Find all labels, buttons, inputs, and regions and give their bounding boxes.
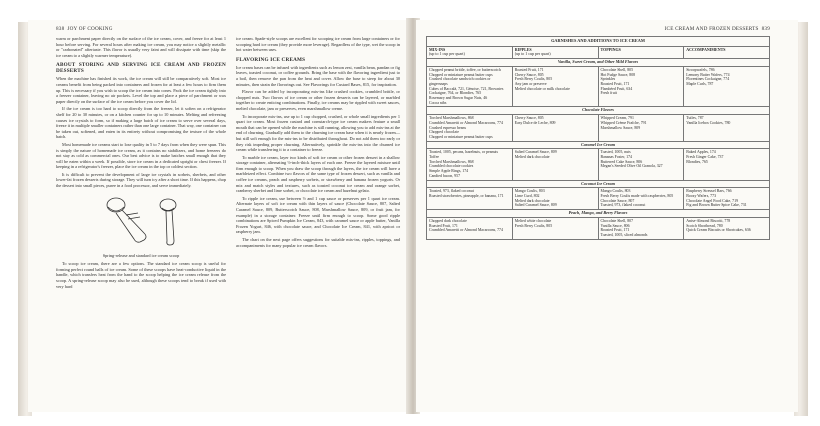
paragraph: It is difficult to prevent the development of large ice crystals in sorbets, sherbets, and other lower-fat frozen desserts during storage. They will turn icy after a short time. If this happens, chop the dessert into small pieces, puree in a food processor, and serve immediately. bbox=[56, 171, 226, 189]
cell-item: Chopped or miniature peanut butter cups bbox=[429, 134, 493, 139]
table-row bbox=[427, 188, 770, 210]
running-head-right bbox=[426, 26, 770, 32]
table-header-row bbox=[427, 46, 770, 58]
section-title: Peach, Mango, and Berry Flavors bbox=[427, 210, 770, 218]
cell-item: Chopped chocolate bbox=[429, 130, 459, 135]
cell-item: Megan's Seeded Olive Oil Granola, 327 bbox=[600, 164, 663, 169]
scoop-icon bbox=[56, 193, 226, 251]
cell-item: Any jam or preserve bbox=[514, 81, 547, 86]
cell-item: Fresh Berry Coulis made with raspberries, 805 bbox=[600, 193, 674, 198]
figure-caption: Spring-release and standard ice cream scoop bbox=[102, 252, 180, 258]
table-cell bbox=[512, 66, 598, 107]
cell-item: Maple Curls, 787 bbox=[686, 81, 714, 86]
cell-item: Cubes of Baccalà, 721, Génoise, 721, Brownies Cockaigne, 764, or Blondies, 765 bbox=[429, 86, 504, 96]
column-header-note: (up to 1 cup per quart) bbox=[514, 51, 551, 57]
cell-item: Whipped Cream, 791 bbox=[600, 116, 634, 121]
cell-item: Crumbled chocolate cookies bbox=[429, 164, 474, 169]
section-row bbox=[427, 141, 770, 149]
cell-item: Blondies, 765 bbox=[686, 159, 708, 164]
cell-item: Toasted, 973, flaked coconut bbox=[600, 203, 646, 208]
cell-item: Melted dark chocolate bbox=[514, 155, 550, 160]
cell-item: Roasted Fruit, 171 bbox=[429, 223, 458, 228]
section-title: Chocolate Flavors bbox=[427, 107, 770, 115]
table-title: GARNISHES AND ADDITIONS TO ICE CREAM bbox=[427, 37, 770, 47]
cell-item: Flambéed Fruit, 634 bbox=[600, 86, 633, 91]
paragraph: To incorporate mix-ins, use up to 1 cup chopped, crushed, or whole small ingredients per 1 quart ice cream. Most frozen custard and cornstarch-type ice cream makers feature a small mouth that can be opened while the machine is still running, allowing you to add mix-ins at the end of churning. Gradually add them to the churning ice cream base when it is nearly frozen—but still soft enough for the mix-ins to be distributed throughout. Do not add them too early or they risk impeding proper churning. Alternatively, sprinkle the mix-ins into the churned ice cream while transferring it to a container to freeze. bbox=[236, 113, 400, 153]
cell-item: Butterred Cake Sauce, 806 bbox=[600, 159, 643, 164]
section-row bbox=[427, 210, 770, 218]
cell-item: Tuiles, 787 bbox=[686, 116, 704, 121]
cell-item: Easy Dulce de Leche, 809 bbox=[514, 120, 556, 125]
cell-item: Cocoa nibs bbox=[429, 100, 447, 105]
open-book bbox=[18, 14, 808, 414]
cell-item: Lemony Butter Wafers, 774 bbox=[686, 72, 730, 77]
table-cell bbox=[512, 217, 598, 239]
column-header-name: ACCOMPANIMENTS bbox=[686, 46, 726, 52]
paragraph: When the machine has finished its work, the ice cream will still be comparatively soft. Most ice creams benefit from being packed into containers and frozen for at least a few hours to firm them up. This is necessary if you wish to scoop the ice cream into cones. Pack the ice cream tightly into a freezer container, leaving no air pockets. Level the top and place a piece of parchment or wax paper directly on the surface of the ice cream before you cover the lid. bbox=[56, 76, 226, 104]
cell-item: Crumbled Amaretti or Almond Macaroons, 774 bbox=[429, 120, 503, 125]
cell-item: Chopped dark chocolate bbox=[429, 218, 467, 223]
cell-item: Cherry Sauce, 805 bbox=[514, 116, 544, 121]
cell-item: Fresh Ginger Cake, 737 bbox=[686, 155, 724, 160]
cell-item: Roasted strawberries, pineapple, or banana, 171 bbox=[429, 193, 504, 198]
column-header bbox=[684, 46, 770, 58]
cell-item: Fig and Brown Butter Spice Cake, 731 bbox=[686, 203, 747, 208]
table-cell bbox=[427, 115, 513, 142]
cell-item: Vanilla Icebox Cookies, 780 bbox=[686, 120, 731, 125]
cell-item: Stroopwafels, 786 bbox=[686, 67, 715, 72]
table-cell bbox=[684, 188, 770, 210]
cell-item: Salted Caramel Sauce, 809 bbox=[514, 150, 557, 155]
table-cell bbox=[684, 149, 770, 180]
table-cell bbox=[598, 115, 684, 142]
paragraph: If the ice cream is too hard to scoop directly from the freezer, let it soften on a refrigerator shelf for 20 to 30 minutes, or on a kitchen counter for up to 10 minutes. Melting and refreezing causes ice crystals to form, so if making a large batch of ice cream to serve over several days, freeze it in multiple smaller containers rather than one large container. That way, one container can be taken out, softened, and eaten in its entirety without compromising the texture of the whole batch. bbox=[56, 106, 226, 140]
cell-item: Vanilla Sauce, 806 bbox=[600, 223, 630, 228]
table-cell bbox=[427, 188, 513, 210]
right-page bbox=[416, 20, 798, 412]
table-cell bbox=[598, 217, 684, 239]
paragraph: Ice cream bases can be infused with ingredients such as lemon zest, vanilla bean, pandan or fig leaves, toasted coconut, or coffee grounds. Bring the base with the flavoring ingredient just to a boil, then remove the pan from the heat and cover. Allow the base to steep for about 30 minutes, then strain the flavorings out. See Flavorings for Custard Bases, 815, for inspiration. bbox=[236, 64, 400, 87]
cell-item: Simple Apple Rings, 174 bbox=[429, 169, 469, 174]
table-row bbox=[427, 217, 770, 239]
table-row bbox=[427, 66, 770, 107]
cell-item: Melted dark chocolate bbox=[514, 198, 550, 203]
left-page bbox=[28, 20, 410, 412]
section-title: Caramel Ice Cream bbox=[427, 141, 770, 149]
table-cell bbox=[512, 149, 598, 180]
paragraph: Flavor can be added by incorporating mix-ins like crushed cookies, crumbled brittle, or chopped nuts. Two flavors of ice cream or other frozen desserts can be layered, or marbled together to create enticing combinations. Finally, ice creams may be rippled with sweet sauces, melted chocolate, jam or preserves, even marshmallow creme. bbox=[236, 89, 400, 111]
column-header-name: RIPPLES bbox=[514, 46, 532, 52]
page-number: 839 bbox=[761, 26, 770, 32]
cell-item: Baked Apples, 174 bbox=[686, 150, 716, 155]
cell-item: Melted white chocolate bbox=[514, 218, 552, 223]
cell-item: Toasted, 1005, pecans, hazelnuts, or peanuts bbox=[429, 150, 498, 155]
table-cell bbox=[512, 188, 598, 210]
paragraph: ice cream. Spade-style scoops are excellent for scooping ice cream from large containers or for scooping hard ice cream (they provide more leverage). Regardless of the type, wet the scoop in hot water between uses. bbox=[236, 36, 400, 53]
cell-item: Crushed espresso beans bbox=[429, 125, 466, 130]
ice-cream-scoop-illustration bbox=[56, 193, 226, 251]
cell-item: Raspberry Streusel Bars, 766 bbox=[686, 189, 732, 194]
paragraph: To scoop ice cream, there are a few options. The standard ice cream scoop is useful for forming perfect round balls of ice cream. Some of these scoops have heat-conductive liquid in the handle, which transfers heat from the hand to the scoop helping the ice cream release from the scoop. A spring-release scoop may also be used, although these scoops tend to break if used with very hard bbox=[56, 261, 226, 289]
paragraph: To ripple ice cream, use between ½ and 1 cup sauce or preserves per 1 quart ice cream. Alternate layers of soft ice cream with thin layers of sauce (Chocolate Sauce, 807, Salted Caramel Sauce, 809, Butterscotch Sauce, 808, Marshmallow Sauce, 809, or fruit jam, for example) in a storage container. Freeze until firm enough to scoop. Some good ripple combinations are Spiced Pumpkin Ice Cream, 843, with caramel sauce or apple butter, Vanilla Frozen Yogurt, 846, with chocolate sauce, and Chocolate Ice Cream, 841, with apricot or raspberry jam. bbox=[236, 195, 400, 235]
section-heading: FLAVORING ICE CREAMS bbox=[236, 56, 306, 63]
cell-item: Roasted Fruit, 171 bbox=[600, 81, 630, 86]
column-header-name: TOPPINGS bbox=[600, 46, 621, 52]
cell-item: Toasted, 1005, sliced almonds bbox=[600, 232, 648, 237]
table-cell bbox=[598, 149, 684, 180]
column-header-note: (up to 1 cup per quart) bbox=[429, 51, 465, 57]
column-header-name: MIX-INS bbox=[429, 46, 446, 52]
cell-item: Toasted, 973, flaked coconut bbox=[429, 189, 474, 194]
page-number: 838 bbox=[56, 26, 65, 32]
cell-item: Mango Coulis, 803 bbox=[600, 189, 631, 194]
column-header bbox=[512, 46, 598, 58]
table-row bbox=[427, 149, 770, 180]
text-column-2 bbox=[236, 36, 400, 291]
table-cell bbox=[512, 115, 598, 142]
table-cell bbox=[598, 188, 684, 210]
paragraph: warm or parchment paper directly on the surface of the ice cream, cover, and freeze for at least 1 hour before serving. For several hours after making ice cream, you may notice a slightly metallic or "carbonated" aftertaste. This flavor is usually very faint and will dissipate with time (skip the ice cream to a slightly warmer temperature). bbox=[56, 36, 226, 58]
cell-item: Chocolate Angel Food Cake, 719 bbox=[686, 198, 739, 203]
cell-item: Cherry Sauce, 805 bbox=[514, 72, 544, 77]
cell-item: Melted chocolate or milk chocolate bbox=[514, 86, 570, 91]
table-cell bbox=[684, 115, 770, 142]
table-cell bbox=[598, 66, 684, 107]
cell-item: Chocolate Sauce, 807 bbox=[600, 198, 635, 203]
paragraph: The chart on the next page offers suggestions for suitable mix-ins, ripples, toppings, and accompaniments for many popular ice cream flavors. bbox=[236, 237, 400, 248]
section-heading: ABOUT STORING AND SERVING ICE CREAM AND FROZEN DESSERTS bbox=[56, 62, 226, 75]
cell-item: Quick Cream Biscuits or Shortcakes, 636 bbox=[686, 228, 751, 233]
column-header bbox=[427, 46, 513, 58]
cell-item: Lime Curd, 802 bbox=[514, 193, 540, 198]
cell-item: Marshmallow Sauce, 809 bbox=[600, 125, 641, 130]
cell-item: Toasted, 1005, nuts bbox=[600, 150, 631, 155]
cell-item: Mango Coulis, 803 bbox=[514, 189, 545, 194]
cell-item: Fresh Berry Coulis, 805 bbox=[514, 223, 553, 228]
cell-item: Crumbled Amaretti or Almond Macaroons, 774 bbox=[429, 228, 503, 233]
cell-item: Boozy Wafers, 773 bbox=[686, 193, 717, 198]
table-body bbox=[427, 59, 770, 240]
cell-item: Fresh fruit bbox=[600, 91, 617, 96]
cell-item: Salted Caramel Sauce, 809 bbox=[514, 203, 557, 208]
text-column-1 bbox=[56, 36, 226, 291]
cell-item: Whipped Crème Fraîche, 791 bbox=[600, 120, 647, 125]
table-cell bbox=[427, 217, 513, 239]
cell-item: Chopped peanut brittle, toffee, or butterscotch bbox=[429, 67, 501, 72]
cell-item: Roasted Fruit, 171 bbox=[514, 67, 544, 72]
paragraph: Most homemade ice creams start to lose quality in 5 to 7 days from when they were spun. This is simply the nature of homemade ice cream, as it contains no stabilizers, and home freezers do not stay as cold as commercial ones. Our best advice is to make batches small enough that they will be eaten within a week. If possible, store ice cream in a dedicated upright or chest freezer. If keeping in a refrigerator's freezer, place the ice cream in the top or coldest section. bbox=[56, 141, 226, 170]
table-cell bbox=[684, 66, 770, 107]
cell-item: Chopped or miniature peanut butter cups bbox=[429, 72, 493, 77]
cell-item: Torched Marshmallows, 868 bbox=[429, 159, 474, 164]
cell-item: Anise-Almond Biscotti, 778 bbox=[686, 218, 731, 223]
table-cell bbox=[427, 149, 513, 180]
column-header bbox=[598, 46, 684, 58]
running-head-title: JOY OF COOKING bbox=[67, 26, 113, 32]
garnish-table bbox=[426, 36, 770, 240]
cell-item: Toffee bbox=[429, 155, 440, 160]
running-head-left bbox=[56, 26, 400, 32]
paragraph: To marble ice cream, layer two kinds of soft ice cream or other frozen dessert in a shallow storage container, alternating ½-inch-thick layers of each one. Freeze the layered mixture until firm enough to scoop. When you draw the scoop through the layers, the ice cream will have a marbleized effect. Combine two flavors of the same type of frozen dessert, such as vanilla and coffee ice creams, peach and raspberry sorbets, or strawberry and banana frozen yogurts. Or mix and match styles and textures, such as toasted coconut ice cream and orange sorbet, cranberry sherbet and lime sorbet, or chocolate ice cream and hazelnut gelato. bbox=[236, 154, 400, 194]
cell-item: Chocolate Shell, 807 bbox=[600, 218, 634, 223]
cell-item: Chocolate Shell, 805 bbox=[600, 67, 634, 72]
cell-item: Candied bacon, 957 bbox=[429, 173, 461, 178]
running-head-title: ICE CREAM AND FROZEN DESSERTS bbox=[664, 26, 759, 32]
cell-item: Roasted Fruit, 171 bbox=[600, 228, 630, 233]
section-row bbox=[427, 107, 770, 115]
table-row bbox=[427, 115, 770, 142]
cell-item: Crushed chocolate sandwich cookies or gingersnaps bbox=[429, 77, 491, 86]
section-row bbox=[427, 180, 770, 188]
section-title: Coconut Ice Cream bbox=[427, 180, 770, 188]
cell-item: Rosemary and Brown Sugar Nuts, 46 bbox=[429, 96, 488, 101]
section-title: Vanilla, Sweet Cream, and Other Mild Flavors bbox=[427, 59, 770, 67]
cell-item: Fresh Berry Coulis, 805 bbox=[514, 77, 553, 82]
cell-item: Hot Fudge Sauce, 808 bbox=[600, 72, 636, 77]
table-cell bbox=[427, 66, 513, 107]
section-row bbox=[427, 59, 770, 67]
cell-item: Bananas Foster, 174 bbox=[600, 155, 633, 160]
cell-item: Torched Marshmallows, 868 bbox=[429, 116, 474, 121]
cell-item: Scotch Shortbread, 780 bbox=[686, 223, 723, 228]
cell-item: Florentines Cockaigne, 774 bbox=[686, 77, 730, 82]
cell-item: Sprinkles bbox=[600, 77, 616, 82]
table-cell bbox=[684, 217, 770, 239]
